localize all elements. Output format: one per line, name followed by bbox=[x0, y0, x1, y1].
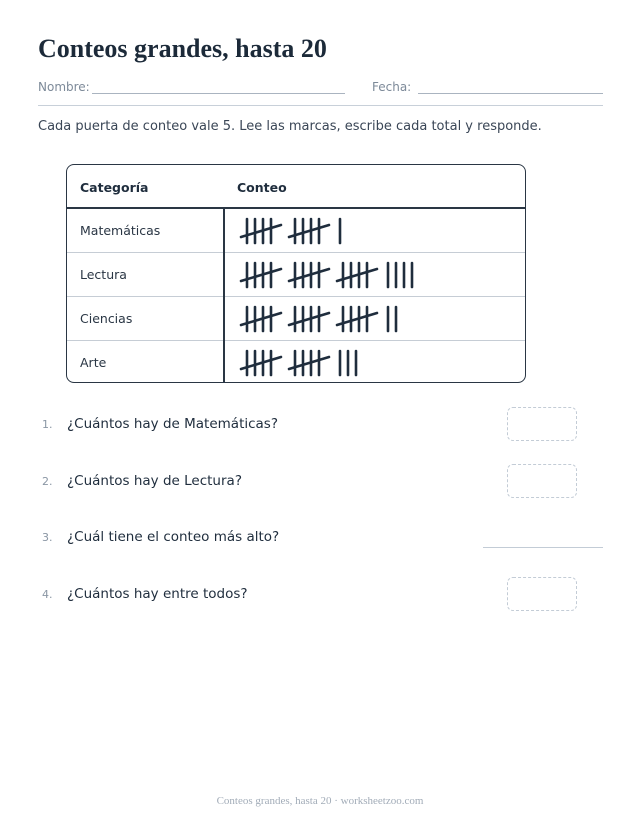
worksheet-title: Conteos grandes, hasta 20 bbox=[38, 34, 327, 63]
table-row bbox=[67, 209, 525, 253]
column-divider bbox=[223, 209, 225, 382]
tally-marks bbox=[239, 215, 499, 247]
header-divider bbox=[38, 105, 603, 106]
date-field-line[interactable] bbox=[418, 93, 603, 94]
tally-table bbox=[66, 164, 526, 383]
tally-marks bbox=[239, 303, 499, 335]
question-text: ¿Cuántos hay de Matemáticas? bbox=[67, 416, 279, 432]
header-category: Categoría bbox=[80, 180, 149, 195]
tally-gate bbox=[337, 263, 377, 287]
tally-gate bbox=[289, 219, 329, 243]
table-row bbox=[67, 253, 525, 297]
instructions: Cada puerta de conteo vale 5. Lee las marcas, escribe cada total y responde. bbox=[38, 119, 542, 134]
question-number: 1. bbox=[42, 418, 53, 431]
tally-gate bbox=[337, 307, 377, 331]
tally-gate bbox=[289, 263, 329, 287]
tally-gate bbox=[241, 219, 281, 243]
tally-gate bbox=[289, 351, 329, 375]
tally-gate bbox=[289, 307, 329, 331]
question-number: 2. bbox=[42, 475, 53, 488]
name-field-line[interactable] bbox=[92, 93, 345, 94]
name-label: Nombre: bbox=[38, 80, 90, 94]
answer-box-2[interactable] bbox=[507, 464, 577, 498]
table-header bbox=[67, 165, 525, 209]
question-text: ¿Cuál tiene el conteo más alto? bbox=[67, 529, 280, 545]
answer-box-1[interactable] bbox=[507, 407, 577, 441]
footer: Conteos grandes, hasta 20 · worksheetzoo.com bbox=[216, 795, 424, 807]
row-category: Ciencias bbox=[80, 311, 133, 326]
question-number: 4. bbox=[42, 588, 53, 601]
row-category: Lectura bbox=[80, 267, 127, 282]
row-category: Arte bbox=[80, 355, 107, 370]
row-category: Matemáticas bbox=[80, 223, 161, 238]
table-row bbox=[67, 341, 525, 383]
tally-marks bbox=[239, 347, 499, 379]
answer-line-3[interactable] bbox=[483, 547, 603, 548]
header-tally: Conteo bbox=[237, 180, 287, 195]
tally-gate bbox=[241, 307, 281, 331]
answer-box-4[interactable] bbox=[507, 577, 577, 611]
tally-gate bbox=[241, 263, 281, 287]
tally-gate bbox=[241, 351, 281, 375]
tally-marks bbox=[239, 259, 499, 291]
question-text: ¿Cuántos hay entre todos? bbox=[67, 586, 248, 602]
table-row bbox=[67, 297, 525, 341]
date-label: Fecha: bbox=[372, 80, 412, 94]
question-number: 3. bbox=[42, 531, 53, 544]
question-text: ¿Cuántos hay de Lectura? bbox=[67, 473, 242, 489]
